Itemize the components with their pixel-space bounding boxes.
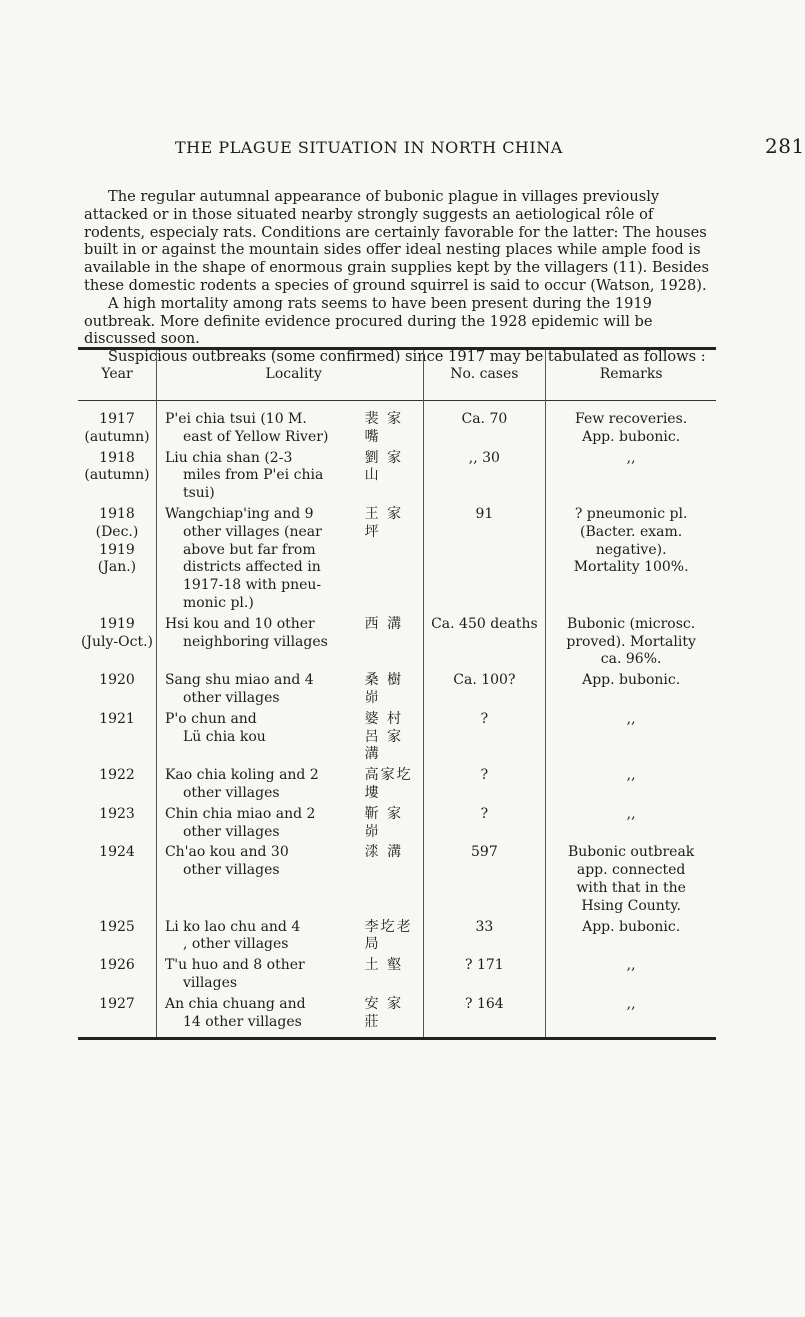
cell-locality-line: Chin chia miao and 2 [164,805,316,822]
cell-remarks-line: ,, [626,710,636,727]
cell-remarks-line: ? pneumonic pl. [574,505,688,522]
cell-locality-line: other villages [182,823,280,840]
table-row [78,957,716,996]
cell-chinese-name: 西 溝 [364,615,404,632]
cell-locality-line: Wangchiap'ing and 9 [164,505,314,522]
table-row [78,450,716,506]
cell-chinese-name: 高家圪塿 [364,767,413,801]
cell-locality-line: other villages [182,862,280,879]
cell-locality [156,672,364,711]
cell-year-line: 1917 [99,411,135,427]
table-body [78,401,716,1039]
cell-chinese-name: 李圪老局 [364,918,413,953]
cell-locality-line: P'o chun and [164,710,257,727]
cell-remarks-line: Few recoveries. [575,411,688,427]
cell-year-line: 1925 [99,918,135,935]
cell-chinese-name: 渁 溝 [364,844,404,861]
cell-remarks-line: app. connected [576,862,686,879]
cell-locality-line: Li ko lao chu and 4 [164,918,301,935]
cell-remarks-line: Bubonic outbreak [567,844,695,861]
cell-year [78,672,156,711]
cell-locality-line: other villages [182,784,280,801]
cell-locality-line: villages [182,974,238,991]
cell-cases: ? [423,711,546,767]
cell-locality-line: , other villages [182,936,289,953]
cell-chinese-name: 裴 家 嘴 [364,411,404,445]
cell-locality-line: Sang shu miao and 4 [164,672,314,689]
cell-remarks-line: ca. 96%. [600,651,662,668]
cell-cases: ? 171 [423,957,546,996]
table-row [78,672,716,711]
cell-year [78,996,156,1039]
cell-year-line: (autumn) [84,467,150,484]
cell-remarks [546,450,716,506]
cell-locality-line: other villages [182,689,280,706]
cell-remarks-line: negative). [595,541,667,558]
cell-year [78,711,156,767]
cell-cases: ? [423,806,546,845]
cell-locality-line: Ch'ao kou and 30 [164,844,289,861]
cell-year-line: (autumn) [84,428,150,445]
cell-locality [156,711,364,767]
cell-locality [156,844,364,918]
cell-locality-line: east of Yellow River) [182,428,329,445]
cell-year-line: 1918 [99,449,135,466]
table-row [78,401,716,450]
cell-chinese-name: 王 家 坪 [364,505,404,540]
cell-year-line: 1927 [99,995,135,1012]
cell-remarks-line: ,, [626,805,636,822]
cell-locality-line: 14 other villages [182,1013,302,1030]
cell-year-line: 1926 [99,957,135,974]
cell-cases: ,, 30 [423,450,546,506]
cell-locality-line: P'ei chia tsui (10 M. [164,411,307,427]
cell-locality [156,401,364,450]
cell-locality [156,450,364,506]
paragraph: The regular autumnal appearance of bubonic plague in villages previously attacked or in those situated nearby strongly suggests an aetiological rôle of rodents, especialy rats. Conditions are certainly favorable for the latter: The houses built in or against the mountain sides offer ideal nesting places while ample food is available in the shape of enormous grain supplies kept by the villagers (11). Besides these domestic rodents a species of ground squirrel is said to occur (Watson, 1928). [84,188,709,294]
cell-cases: 597 [423,844,546,918]
cell-chinese-name: 桑 樹 峁 [364,672,404,706]
cell-chinese-name: 安 家 莊 [364,995,404,1030]
cell-remarks-line: Bubonic (microsc. [567,615,696,632]
cell-cases: Ca. 70 [423,401,546,450]
cell-chinese-name: 靳 家 峁 [364,805,404,840]
cell-remarks-line: Hsing County. [581,897,681,914]
cell-cases: 33 [423,919,546,958]
cell-remarks-line: Mortality 100%. [573,559,689,576]
cell-year [78,767,156,806]
cell-remarks-line: (Bacter. exam. [580,523,683,540]
cell-chinese-name: 土 壑 [364,957,404,974]
table-row [78,616,716,672]
cell-locality-line: T'u huo and 8 other [164,957,305,974]
cell-locality [156,767,364,806]
cell-year-line: 1923 [99,805,135,822]
cell-locality-line: monic pl.) [182,594,254,611]
cell-remarks [546,996,716,1039]
cell-remarks-line: App. bubonic. [582,428,681,445]
paragraph: Suspicious outbreaks (some confirmed) since 1917 may be tabulated as follows : [108,348,706,366]
cell-locality-line: Liu chia shan (2-3 [164,449,293,466]
cell-chinese-name: 婆 村 呂 家 溝 [364,710,404,763]
cell-year [78,844,156,918]
cell-remarks [546,957,716,996]
paragraph: A high mortality among rats seems to have been present during the 1919 outbreak. More definite evidence procured during the 1928 epidemic will be discussed soon. [84,294,653,348]
cell-locality-line: other villages (near [182,523,322,540]
column-header-locality: Locality [156,349,423,401]
cell-locality [156,806,364,845]
cell-locality-line: above but far from [182,541,316,558]
cell-remarks-line: App. bubonic. [582,918,681,935]
cell-remarks [546,616,716,672]
cell-locality-line: An chia chuang and [164,995,306,1012]
cell-remarks [546,844,716,918]
cell-year-line: (July-Oct.) [80,633,154,650]
table-row [78,767,716,806]
column-header-remarks: Remarks [546,349,716,401]
table-row [78,919,716,958]
cell-locality [156,506,364,616]
cell-year [78,450,156,506]
table-header-row [78,349,716,401]
cell-locality-line: 1917-18 with pneu- [182,577,322,594]
cell-year-line: 1920 [99,672,135,689]
cell-cases: 91 [423,506,546,616]
cell-year [78,506,156,616]
cell-year [78,957,156,996]
table-row [78,806,716,845]
cell-remarks-line: ,, [626,995,636,1012]
cell-remarks [546,711,716,767]
cell-remarks [546,806,716,845]
cell-year-line: 1919 [99,615,135,632]
cell-remarks-line: ,, [626,957,636,974]
cell-remarks [546,672,716,711]
cell-cases: ? [423,767,546,806]
cell-remarks-line: with that in the [576,879,686,896]
cell-locality [156,919,364,958]
cell-chinese-name: 劉 家 山 [364,449,404,484]
cell-year [78,401,156,450]
column-header-year: Year [101,366,133,383]
cell-locality-line: Lü chia kou [182,728,266,745]
cell-year-line: 1924 [99,844,135,861]
cell-cases: ? 164 [423,996,546,1039]
cell-locality-line: Hsi kou and 10 other [164,615,315,632]
cell-year [78,806,156,845]
cell-cases: Ca. 100? [423,672,546,711]
body-text [84,188,709,366]
page-number: 281 [765,134,805,158]
cell-remarks [546,919,716,958]
cell-remarks-line: ,, [626,449,636,466]
cell-locality [156,616,364,672]
running-title: THE PLAGUE SITUATION IN NORTH CHINA [175,138,563,157]
table-row [78,996,716,1039]
cell-year-line: 1922 [99,767,135,784]
cell-cases: Ca. 450 deaths [423,616,546,672]
cell-year [78,616,156,672]
cell-remarks [546,767,716,806]
table-row [78,844,716,918]
cell-year-line: 1921 [99,710,135,727]
table-row [78,711,716,767]
cell-locality-line: Kao chia koling and 2 [164,767,319,784]
outbreak-table [78,347,716,1040]
column-header-cases: No. cases [423,349,546,401]
cell-locality [156,957,364,996]
cell-remarks-line: ,, [626,767,636,784]
cell-year-line: 1919 (Jan.) [97,541,137,576]
table-row [78,506,716,616]
cell-locality [156,996,364,1039]
cell-locality-line: tsui) [182,485,215,502]
cell-locality-line: miles from P'ei chia [182,467,324,484]
cell-remarks-line: proved). Mortality [566,633,696,650]
cell-remarks-line: App. bubonic. [582,672,681,689]
cell-year [78,919,156,958]
cell-remarks [546,401,716,450]
cell-remarks [546,506,716,616]
cell-locality-line: neighboring villages [182,633,328,650]
cell-locality-line: districts affected in [182,559,321,576]
cell-year-line: 1918 (Dec.) [95,505,139,540]
